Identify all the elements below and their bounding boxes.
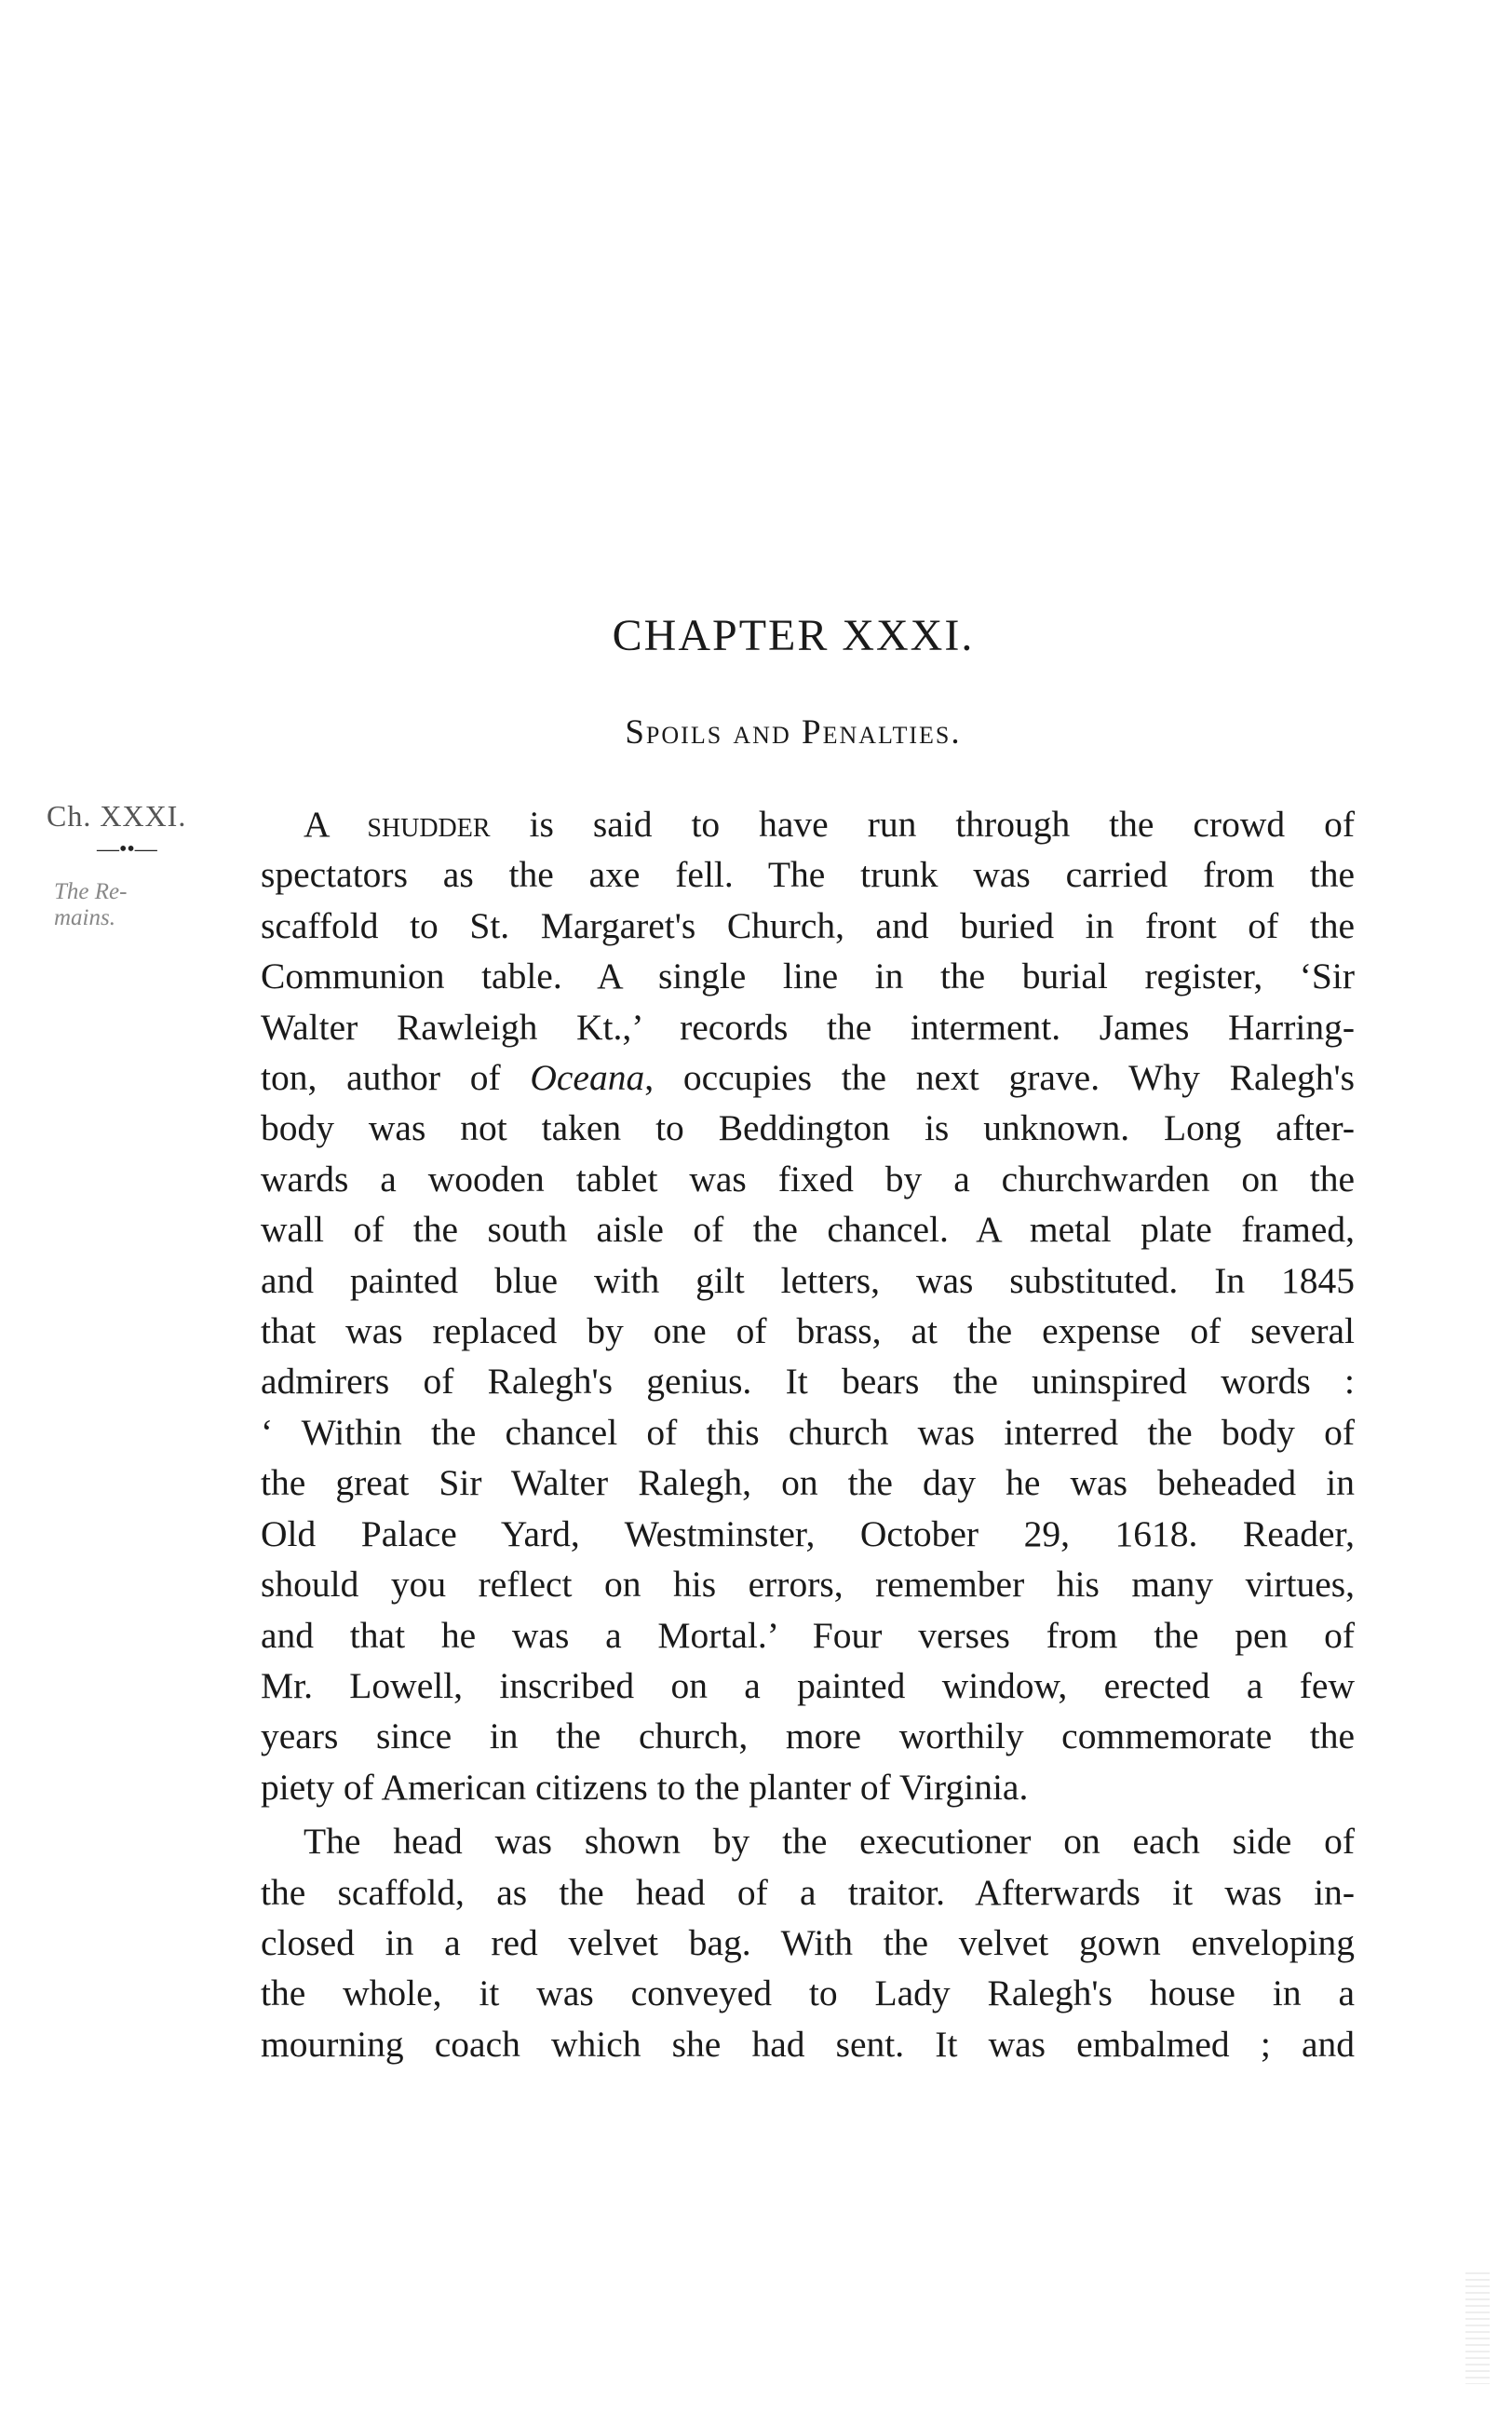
text-line: Mr. Lowell, inscribed on a painted window, erected a few (261, 1664, 1355, 1706)
text-line: ‘ Within the chancel of this church was interred the body of (261, 1411, 1355, 1453)
text-line: piety of American citizens to the planter of Virginia. (261, 1766, 1029, 1808)
chapter-subtitle: Spoils and Penalties. (625, 713, 962, 752)
text-line: scaffold to St. Margaret's Church, and buried in front of the (261, 904, 1355, 946)
paragraph-2 (261, 1816, 1355, 2069)
body-text (261, 799, 1355, 2069)
text-line: the scaffold, as the head of a traitor. Afterwards it was in- (261, 1871, 1355, 1913)
text-line: should you reflect on his errors, remember his many virtues, (261, 1564, 1355, 1606)
text-line: that was replaced by one of brass, at the expense of several (261, 1310, 1355, 1352)
chapter-title: CHAPTER XXXI. (612, 611, 975, 660)
text-line: A shudder is said to have run through the crowd of (304, 804, 1355, 845)
text-line: mourning coach which she had sent. It was embalmed ; and (261, 2023, 1355, 2065)
text-line: and that he was a Mortal.’ Four verses from the pen of (261, 1614, 1355, 1656)
paragraph-1 (261, 799, 1355, 1812)
text-line: spectators as the axe fell. The trunk was carried from the (261, 854, 1355, 896)
margin-topic-line: The Re- (54, 879, 128, 904)
text-line: The head was shown by the executioner on each side of (304, 1821, 1355, 1863)
opening-word: A shudder (304, 804, 491, 845)
text-line: and painted blue with gilt letters, was substituted. In 1845 (261, 1259, 1355, 1301)
margin-topic-line: mains. (54, 905, 115, 930)
text-line: the whole, it was conveyed to Lady Ralegh's house in a (261, 1972, 1355, 2014)
text-line: ton, author of Oceana, occupies the next grave. Why Ralegh's (261, 1057, 1355, 1099)
text-line: years since in the church, more worthily commemorate the (261, 1715, 1355, 1757)
margin-chapter-ref: Ch. XXXI. (47, 799, 187, 833)
text-line: closed in a red velvet bag. With the velvet gown enveloping (261, 1921, 1355, 1963)
text-line: Old Palace Yard, Westminster, October 29, 1618. Reader, (261, 1512, 1355, 1554)
text-line: Communion table. A single line in the burial register, ‘Sir (261, 956, 1355, 997)
text-line: Walter Rawleigh Kt.,’ records the interment. James Harring- (261, 1006, 1355, 1048)
scan-artifact (1465, 2272, 1490, 2384)
text-line: the great Sir Walter Ralegh, on the day he was beheaded in (261, 1462, 1355, 1504)
margin-ornament: —••— (97, 837, 157, 861)
margin-topic (47, 879, 233, 931)
italic-title: Oceana (530, 1057, 645, 1099)
margin-notes (47, 799, 233, 931)
text-line: admirers of Ralegh's genius. It bears the uninspired words : (261, 1361, 1355, 1403)
text-line: wall of the south aisle of the chancel. A metal plate framed, (261, 1209, 1355, 1251)
text-line: body was not taken to Beddington is unknown. Long after- (261, 1107, 1355, 1149)
text-line: wards a wooden tablet was fixed by a churchwarden on the (261, 1158, 1355, 1200)
